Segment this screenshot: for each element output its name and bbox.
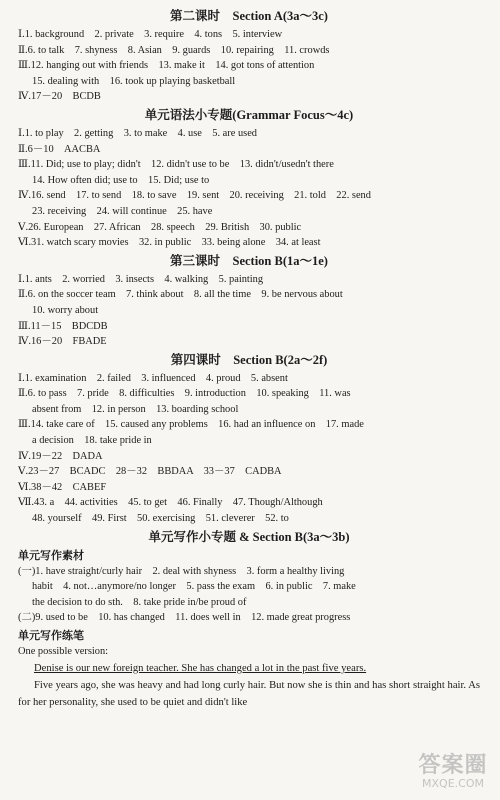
answer-line: Ⅰ.1. examination 2. failed 3. influenced 4. proud 5. absent <box>18 372 288 384</box>
writing-practice-block <box>18 628 480 711</box>
answer-line: Ⅶ.43. a 44. activities 45. to get 46. Finally 47. Though/Although <box>18 497 323 509</box>
answer-line: 15. dealing with 16. took up playing basketball <box>32 75 236 87</box>
answer-line: Ⅲ.12. hanging out with friends 13. make it 14. got tons of attention <box>18 60 315 72</box>
answer-line: Ⅳ.19－22 DADA <box>18 450 103 462</box>
answer-line: Ⅲ.14. take care of 15. caused any problems 16. had an influence on 17. made <box>18 419 364 431</box>
answer-line: Ⅵ.31. watch scary movies 32. in public 33. being alone 34. at least <box>18 237 321 249</box>
answer-line: 10. worry about <box>32 304 99 316</box>
section-title: 单元语法小专题(Grammar Focus～4c) <box>144 107 354 122</box>
answer-line: Ⅲ.11－15 BDCDB <box>18 320 108 332</box>
writing-material-line: habit 4. not…anymore/no longer 5. pass the exam 6. in public 7. make <box>32 581 356 593</box>
section-title: 第三课时 Section B(1a～1e) <box>170 253 328 268</box>
answer-line: Ⅱ.6. to pass 7. pride 8. difficulties 9. introduction 10. speaking 11. was <box>18 388 351 400</box>
writing-material-line: the decision to do sth. 8. take pride in/be proud of <box>32 596 247 608</box>
answer-line: Ⅴ.23－27 BCADC 28－32 BBDAA 33－37 CADBA <box>18 466 282 478</box>
answer-line: Ⅲ.11. Did; use to play; didn't 12. didn't use to be 13. didn't/usedn't there <box>18 159 334 171</box>
answer-section <box>18 8 480 105</box>
answer-section <box>18 352 480 527</box>
watermark-top-text: 答案圈 <box>418 753 488 778</box>
writing-practice-intro: One possible version: <box>18 646 109 657</box>
answer-line: a decision 18. take pride in <box>32 435 152 447</box>
section-title: 单元写作小专题 & Section B(3a～3b) <box>148 529 350 544</box>
answer-line: Ⅰ.1. background 2. private 3. require 4. tons 5. interview <box>18 29 283 40</box>
answer-section <box>18 253 480 350</box>
writing-material-heading: 单元写作素材 <box>18 549 84 562</box>
writing-practice-heading: 单元写作练笔 <box>18 630 84 642</box>
writing-material-block <box>18 548 480 626</box>
answer-line: Ⅱ.6. on the soccer team 7. think about 8. all the time 9. be nervous about <box>18 289 343 301</box>
section-title: 第四课时 Section B(2a～2f) <box>170 352 328 367</box>
answer-line: 48. yourself 49. First 50. exercising 51. cleverer 52. to <box>32 513 289 525</box>
answer-line: Ⅰ.1. ants 2. worried 3. insects 4. walking 5. painting <box>18 273 264 285</box>
answer-line: 23. receiving 24. will continue 25. have <box>32 205 213 217</box>
answer-line: Ⅳ.16. send 17. to send 18. to save 19. sent 20. receiving 21. told 22. send <box>18 190 371 202</box>
answer-line: Ⅳ.16－20 FBADE <box>18 336 107 348</box>
answer-section <box>18 529 480 546</box>
answer-line: Ⅴ.26. European 27. African 28. speech 29. British 30. public <box>18 221 302 233</box>
answer-line: Ⅵ.38－42 CABEF <box>18 481 107 493</box>
answer-line: Ⅰ.1. to play 2. getting 3. to make 4. use 5. are used <box>18 127 258 139</box>
writing-material-line: (一)1. have straight/curly hair 2. deal with shyness 3. form a healthy living <box>18 565 345 577</box>
answer-line: 14. How often did; use to 15. Did; use to <box>32 174 210 186</box>
section-title: 第二课时 Section A(3a～3c) <box>170 9 328 23</box>
answer-line: Ⅱ.6－10 AACBA <box>18 143 101 155</box>
writing-practice-paragraph-2: Five years ago, she was heavy and had long curly hair. But now she is thin and has short straight hair. As for her personality, she used to be quiet and didn't like <box>18 679 480 708</box>
answer-line: Ⅳ.17－20 BCDB <box>18 91 101 103</box>
site-watermark-logo <box>412 750 494 794</box>
watermark-bottom-text: MXQE.COM <box>422 777 484 790</box>
writing-practice-paragraph-1 <box>18 660 480 677</box>
writing-material-line: (二)9. used to be 10. has changed 11. does well in 12. made great progress <box>18 612 351 624</box>
writing-practice-paragraph-1-text: Denise is our new foreign teacher. She has changed a lot in the past five years. <box>34 662 367 674</box>
writing-material-lines <box>18 564 480 626</box>
answer-sections <box>18 8 480 546</box>
answer-section <box>18 107 480 251</box>
answer-line: absent from 12. in person 13. boarding school <box>32 403 239 415</box>
answer-line: Ⅱ.6. to talk 7. shyness 8. Asian 9. guards 10. repairing 11. crowds <box>18 44 330 56</box>
